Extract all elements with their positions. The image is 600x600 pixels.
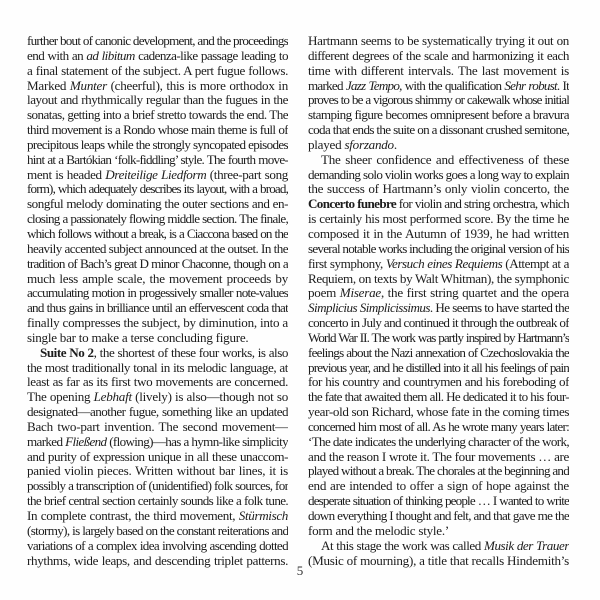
text-line — [27, 524, 288, 539]
text-line — [27, 450, 288, 465]
italic-term: Fließend — [65, 434, 107, 449]
text-run: Marked — [27, 78, 70, 93]
text-run: . It — [556, 78, 569, 93]
text-run: marked — [308, 78, 346, 93]
text-line — [308, 375, 569, 390]
text-run: poem — [308, 286, 340, 301]
text-run: (stormy), is largely based on the constant reiterations and — [27, 523, 288, 538]
text-run: much less ample scale, the movement proceeds by — [27, 271, 288, 286]
text-line — [27, 138, 288, 153]
bold-title: Concerto funebre — [308, 197, 397, 212]
text-line — [27, 153, 288, 168]
text-run: The sheer confidence and effectiveness of these — [321, 152, 569, 167]
text-line — [27, 272, 288, 287]
text-run: concerto in July and continued it through the outbreak of — [308, 316, 569, 331]
text-run: for violin and string orchestra, which — [396, 197, 569, 212]
text-run: possibly a transcription of (unidentified) folk sources, for — [27, 479, 288, 494]
text-run: down everything I thought and felt, and that gave me the — [308, 509, 569, 523]
text-run: which follows without a break, is a Ciaccona based on the — [27, 226, 288, 241]
italic-term: Sehr robust — [504, 78, 557, 93]
text-line — [27, 301, 288, 316]
text-run: further bout of canonic development, and the proceedings — [27, 34, 288, 48]
text-run: end are intended to offer a sign of hope against the — [308, 479, 569, 494]
text-run: and thus gains in brilliance until an effervescent coda that — [27, 301, 288, 316]
text-line — [308, 420, 569, 435]
text-run: third movement is a Rondo whose main theme is full of — [27, 123, 288, 138]
text-run: single bar to make a terse concluding figure. — [27, 330, 249, 345]
text-run: tradition of Bach’s great D minor Chaconne, though on a — [27, 256, 288, 271]
text-line — [308, 509, 569, 524]
italic-term: Lebhaft — [93, 390, 132, 405]
text-run: form and the melodic style.’ — [308, 523, 449, 538]
text-run: closing a passionately flowing middle section. The finale, — [27, 212, 288, 227]
text-line — [308, 316, 569, 331]
page-number: 5 — [296, 563, 304, 578]
text-run: first symphony, — [308, 256, 386, 271]
text-line — [27, 257, 288, 272]
italic-term: Munter — [69, 78, 107, 93]
bold-title: Suite No 2 — [40, 345, 94, 360]
text-run: and the reason I wrote it. The four movements … are — [308, 449, 569, 464]
text-run: marked — [27, 434, 66, 449]
text-line — [27, 212, 288, 227]
text-run: stamping figure becomes omnipresent before a bravura — [308, 108, 569, 123]
text-run: hint at a Bartókian ‘folk-fiddling’ style. The fourth move- — [27, 152, 288, 167]
text-line — [308, 331, 569, 346]
text-run: sonatas, getting into a brief stretto towards the end. The — [27, 108, 288, 123]
text-line — [308, 361, 569, 376]
text-run: concerned him most of all. As he wrote many years later: — [308, 419, 569, 434]
text-run: finally compresses the subject, by diminution, into a — [27, 316, 288, 331]
text-run: . — [393, 137, 397, 152]
text-run: , the shortest of these four works, is also — [93, 345, 288, 360]
text-line — [27, 464, 288, 479]
text-line — [308, 539, 569, 554]
text-line — [308, 153, 569, 168]
text-run: . He seems to have started the — [429, 301, 569, 316]
text-line — [308, 197, 569, 212]
text-line — [308, 272, 569, 287]
text-line — [308, 49, 569, 64]
text-line — [308, 64, 569, 79]
text-run: for his country and countrymen and his foreboding of — [308, 375, 569, 390]
text-run: songful melody dominating the outer sections and en- — [27, 197, 288, 212]
text-line — [27, 539, 288, 554]
text-line — [308, 123, 569, 138]
text-run: (cheerful), this is more orthodox in — [106, 78, 288, 93]
text-line — [308, 79, 569, 94]
text-line — [308, 479, 569, 494]
italic-term: Versuch eines Requiems — [385, 256, 503, 271]
text-line — [308, 390, 569, 405]
text-run: Bach two-part invention. The second movement— — [27, 419, 288, 434]
text-run: the success of Hartmann’s only violin concerto, the — [308, 182, 569, 197]
text-line — [27, 361, 288, 376]
text-run: year-old son Richard, whose fate in the coming times — [308, 405, 569, 420]
text-run: The opening — [27, 390, 94, 405]
text-run: ‘The date indicates the underlying character of the work, — [308, 434, 569, 449]
italic-term: sforzando — [344, 137, 394, 152]
text-line — [308, 494, 569, 509]
text-run: end with an — [27, 48, 87, 63]
text-line — [27, 346, 288, 361]
text-run: the brief central section certainly sounds like a folk tune. — [27, 494, 288, 509]
text-run: and purity of expression unique in all these unaccom- — [27, 449, 288, 464]
text-line — [27, 227, 288, 242]
text-line — [27, 182, 288, 197]
text-run: layout and rhythmically regular than the fugues in the — [27, 93, 288, 108]
text-line — [27, 79, 288, 94]
text-line — [308, 464, 569, 479]
text-line — [308, 524, 569, 539]
text-run: (Music of mourning), a title that recalls Hindemith’s — [308, 553, 569, 568]
text-run: the fate that awaited them all. He dedicated it to his four- — [308, 390, 569, 405]
italic-term: Miserae — [339, 286, 381, 301]
text-line — [308, 257, 569, 272]
text-line — [27, 316, 288, 331]
text-run: composed it in the Autumn of 1939, he had written — [308, 226, 569, 241]
text-run: Requiem, on texts by Walt Whitman), the symphonic — [308, 271, 569, 286]
italic-term: ad libitum — [86, 48, 135, 63]
text-run: is certainly his most performed score. By the time he — [308, 212, 569, 227]
text-run: (Attempt at a — [502, 256, 569, 271]
text-run: rhythms, wide leaps, and descending triplet patterns. — [27, 553, 288, 568]
text-line — [308, 212, 569, 227]
text-run: previous year, and he distilled into it all his feelings of pain — [308, 360, 569, 375]
text-run: heavily accented subject announced at the outset. In the — [27, 241, 288, 256]
text-line — [27, 108, 288, 123]
italic-term: Dreiteilige Liedform — [105, 167, 207, 182]
text-line — [308, 227, 569, 242]
text-run: feelings about the Nazi annexation of Czechoslovakia the — [308, 345, 569, 360]
text-run: played without a break. The chorales at the beginning and — [308, 464, 569, 479]
text-run: different degrees of the scale and harmonizing it each — [308, 48, 569, 63]
text-run: played — [308, 137, 345, 152]
text-line — [27, 509, 288, 524]
text-line — [27, 197, 288, 212]
text-line — [308, 405, 569, 420]
text-line — [308, 301, 569, 316]
text-line — [308, 450, 569, 465]
text-run: desperate situation of thinking people … I wanted to write — [308, 494, 569, 509]
text-line — [308, 182, 569, 197]
text-line — [27, 49, 288, 64]
text-run: least as far as its first two movements are concerned. — [27, 375, 288, 390]
text-line — [27, 331, 288, 346]
text-line — [308, 138, 569, 153]
text-run: ment is headed — [27, 167, 106, 182]
italic-term: Jazz Tempo — [345, 78, 400, 93]
text-line — [27, 34, 288, 49]
text-line — [308, 435, 569, 450]
text-run: accumulating motion in progessively smaller note-values — [27, 286, 288, 301]
text-run: demanding solo violin works goes a long way to explain — [308, 167, 569, 182]
text-line — [27, 405, 288, 420]
text-run: (flowing)—has a hymn-like simplicity — [106, 434, 288, 449]
text-run: World War II. The work was partly inspired by Hartmann’s — [308, 330, 569, 345]
text-line — [27, 93, 288, 108]
text-run: coda that ends the suite on a dissonant crushed semitone, — [308, 123, 569, 138]
text-run: variations of a complex idea involving ascending dotted — [27, 538, 288, 553]
text-line — [27, 420, 288, 435]
text-run: precipitous leaps while the strongly syncopated episodes — [27, 137, 288, 152]
text-run: several notable works including the original version of his — [308, 241, 569, 256]
text-line — [308, 286, 569, 301]
text-run: (three-part song — [206, 167, 288, 182]
text-run: In complete contrast, the third movement, — [27, 509, 239, 523]
text-line — [308, 242, 569, 257]
right-column — [308, 34, 569, 568]
text-run: a final statement of the subject. A pert fugue follows. — [27, 63, 288, 78]
text-run: the most traditionally tonal in its melodic language, at — [27, 360, 288, 375]
text-line — [27, 435, 288, 450]
text-line — [27, 168, 288, 183]
text-run: proves to be a vigorous shimmy or cakewalk whose initial — [308, 93, 569, 108]
text-line — [27, 375, 288, 390]
text-line — [27, 494, 288, 509]
text-run: Hartmann seems to be systematically trying it out on — [308, 34, 569, 48]
text-run: At this stage the work was called — [321, 538, 484, 553]
text-line — [27, 64, 288, 79]
text-line — [308, 34, 569, 49]
text-line — [27, 123, 288, 138]
italic-term: Stürmisch — [238, 509, 288, 523]
text-line — [308, 108, 569, 123]
text-run: , the first string quartet and the opera — [380, 286, 569, 301]
text-line — [308, 168, 569, 183]
italic-term: Musik der Trauer — [483, 538, 569, 553]
text-run: , with the qualification — [399, 78, 505, 93]
text-run: panied violin pieces. Written without bar lines, it is — [27, 464, 288, 479]
text-line — [27, 390, 288, 405]
text-line — [27, 242, 288, 257]
text-line — [308, 93, 569, 108]
text-run: form), which adequately describes its layout, with a broad, — [27, 182, 288, 197]
text-line — [27, 479, 288, 494]
text-line — [308, 346, 569, 361]
text-line — [27, 286, 288, 301]
text-run: designated—another fugue, something like an updated — [27, 405, 288, 420]
left-column — [27, 34, 288, 568]
text-run: cadenza-like passage leading to — [134, 48, 288, 63]
text-run: time with different intervals. The last movement is — [308, 63, 569, 78]
text-run: (lively) is also—though not so — [131, 390, 288, 405]
italic-term: Simplicius Simplicissimus — [308, 301, 430, 316]
